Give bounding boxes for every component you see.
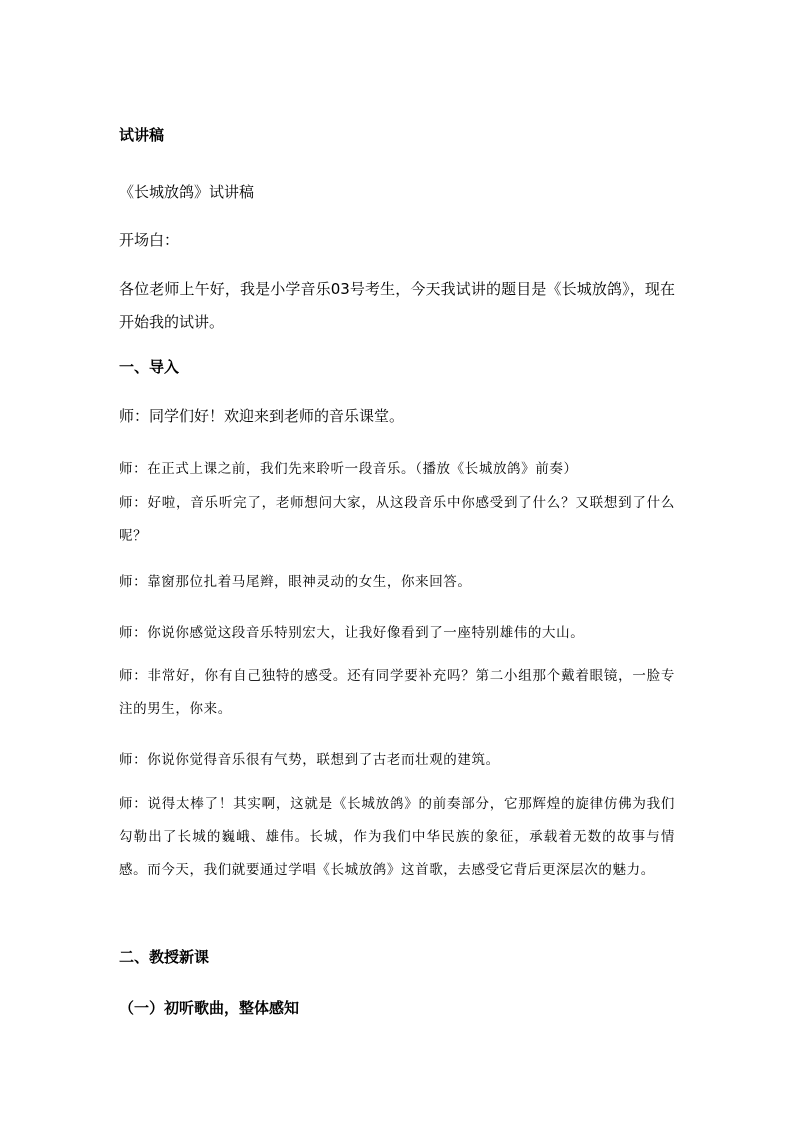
section-heading-new-lesson: 二、教授新课 bbox=[119, 948, 210, 966]
subsection-heading-first-listen: （一）初听歌曲，整体感知 bbox=[119, 999, 300, 1017]
opening-paragraph: 各位老师上午好，我是小学音乐03号考生，今天我试讲的题目是《长城放鸽》，现在开始我的试讲。 bbox=[119, 280, 675, 331]
document-subtitle: 《长城放鸽》试讲稿 bbox=[119, 183, 255, 201]
paragraph-call-student-girl: 师：靠窗那位扎着马尾辫，眼神灵动的女生，你来回答。 bbox=[119, 574, 472, 590]
paragraph-question: 师：好啦，音乐听完了，老师想问大家，从这段音乐中你感受到了什么？又联想到了什么呢？ bbox=[119, 495, 675, 544]
paragraph-explanation: 师：说得太棒了！其实啊，这就是《长城放鸽》的前奏部分，它那辉煌的旋律仿佛为我们勾勒出了长城的巍峨、雄伟。长城，作为我们中华民族的象征，承载着无数的故事与情感。而今天，我们就要通过学唱《长城放鸽》这首歌，去感受它背后更深层次的魅力。 bbox=[119, 796, 675, 878]
document-title: 试讲稿 bbox=[119, 126, 165, 144]
paragraph-answer-architecture: 师：你说你觉得音乐很有气势，联想到了古老而壮观的建筑。 bbox=[119, 752, 500, 768]
section-heading-intro: 一、导入 bbox=[119, 358, 180, 376]
paragraph-listen: 师：在正式上课之前，我们先来聆听一段音乐。（播放《长城放鸽》前奏） bbox=[119, 461, 578, 477]
paragraph-answer-mountain: 师：你说你感觉这段音乐特别宏大，让我好像看到了一座特别雄伟的大山。 bbox=[119, 625, 585, 641]
opening-label: 开场白： bbox=[119, 231, 180, 249]
paragraph-greeting: 师：同学们好！欢迎来到老师的音乐课堂。 bbox=[119, 407, 405, 425]
paragraph-call-student-boy: 师：非常好，你有自己独特的感受。还有同学要补充吗？第二小组那个戴着眼镜，一脸专注的男生，你来。 bbox=[119, 668, 675, 717]
